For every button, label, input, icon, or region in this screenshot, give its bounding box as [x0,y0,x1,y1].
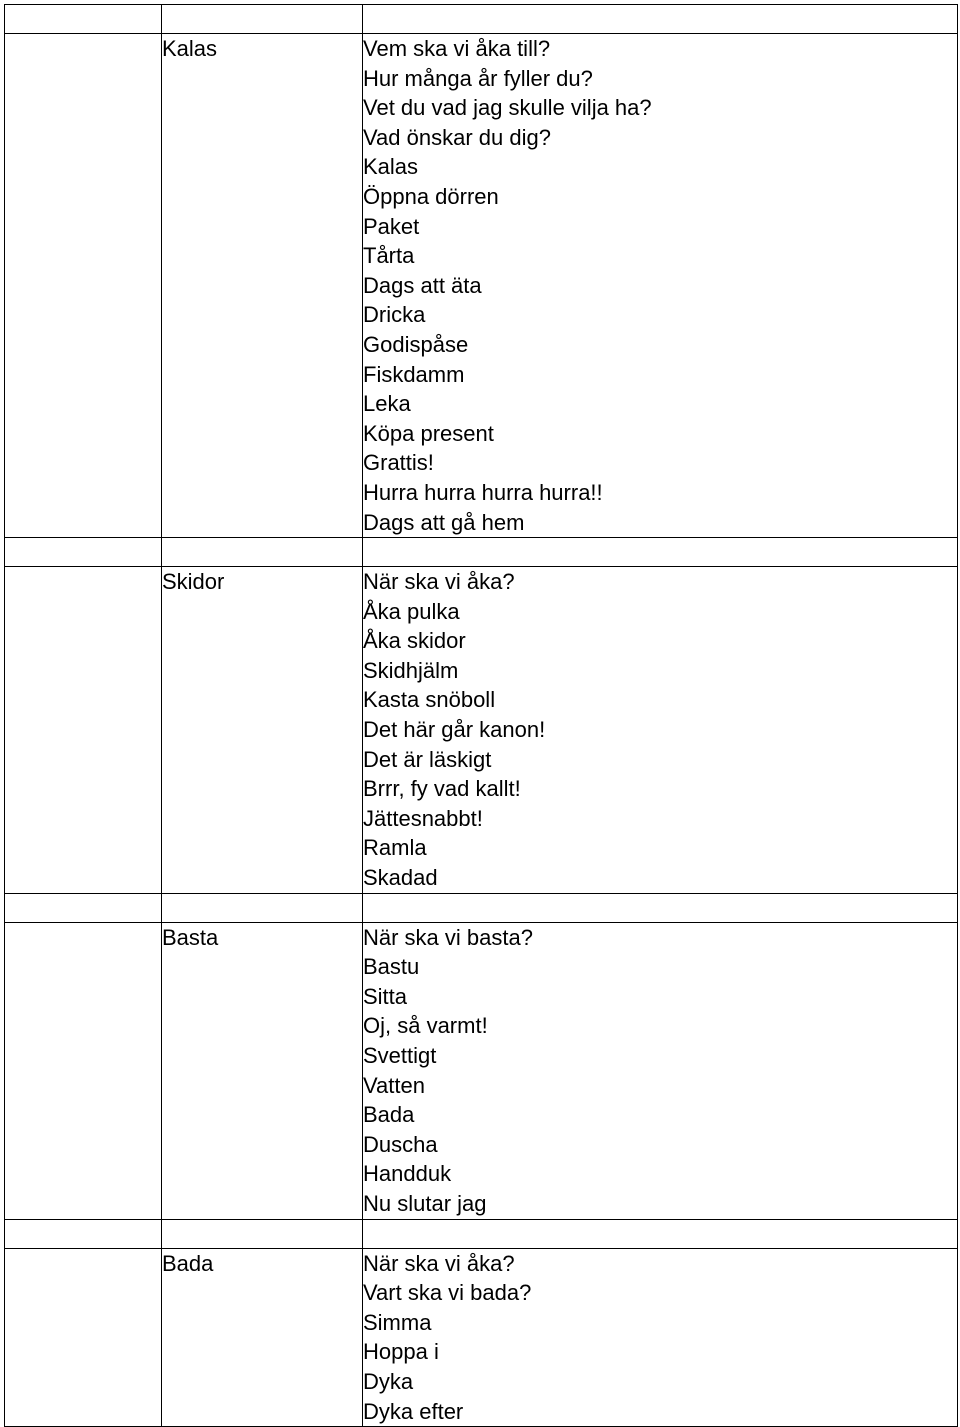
empty-cell [5,5,162,34]
phrase-table [4,4,958,1427]
phrase-line: Fiskdamm [363,361,465,387]
empty-cell [5,922,162,1219]
phrase-line: Duscha [363,1131,438,1157]
phrase-line: Vem ska vi åka till? [363,36,551,61]
spacer-row [5,5,958,34]
phrase-line: Hurra hurra hurra hurra!! [363,479,603,505]
phrase-line: Simma [363,1309,432,1335]
empty-cell [363,1219,958,1248]
section-row-skidor [5,567,958,894]
empty-cell [5,567,162,894]
phrase-line: Bada [363,1102,415,1128]
phrase-line: Vatten [363,1072,425,1098]
phrase-cell [363,34,958,538]
phrase-line: Dyka [363,1368,414,1394]
phrase-line: Dyka efter [363,1398,464,1424]
empty-cell [162,538,363,567]
empty-cell [162,893,363,922]
phrase-line: Kalas [363,154,419,180]
empty-cell [363,893,958,922]
empty-cell [5,538,162,567]
phrase-line: Åka pulka [363,598,460,624]
empty-cell [363,5,958,34]
topic-cell [162,567,363,894]
topic-cell [162,34,363,538]
phrase-line: Skadad [363,865,438,891]
phrase-line: Det här går kanon! [363,717,546,743]
phrase-line: Brrr, fy vad kallt! [363,776,521,802]
section-row-basta [5,922,958,1219]
phrase-line: Vet du vad jag skulle vilja ha? [363,95,652,121]
phrase-line: Grattis! [363,450,434,476]
topic-cell [162,922,363,1219]
phrase-cell [363,567,958,894]
phrase-line: Köpa present [363,420,494,446]
spacer-row [5,893,958,922]
topic-label: Bada [162,1250,214,1276]
phrase-line: När ska vi åka? [363,1250,515,1276]
phrase-line: Kasta snöboll [363,687,496,713]
phrase-line: Ramla [363,835,427,861]
phrase-line: Godispåse [363,331,469,357]
section-row-bada [5,1248,958,1427]
empty-cell [5,1219,162,1248]
phrase-line: Dags att äta [363,272,482,298]
empty-cell [5,893,162,922]
topic-label: Kalas [162,36,218,61]
phrase-line: Jättesnabbt! [363,805,483,831]
phrase-line: Hoppa i [363,1339,439,1365]
phrase-line: Bastu [363,954,420,980]
phrase-line: Sitta [363,983,408,1009]
topic-label: Basta [162,924,219,950]
phrase-line: Nu slutar jag [363,1190,487,1216]
empty-cell [162,1219,363,1248]
section-row-kalas [5,34,958,538]
phrase-line: Paket [363,213,420,239]
topic-label: Skidor [162,569,225,595]
phrase-line: Oj, så varmt! [363,1013,488,1039]
phrase-line: Tårta [363,243,415,269]
phrase-line: När ska vi basta? [363,924,533,950]
phrase-line: Skidhjälm [363,657,459,683]
phrase-line: Dricka [363,302,426,328]
phrase-line: Leka [363,391,411,417]
phrase-line: Vad önskar du dig? [363,124,551,150]
phrase-cell [363,922,958,1219]
spacer-row [5,538,958,567]
phrase-line: Vart ska vi bada? [363,1280,532,1306]
empty-cell [5,34,162,538]
spacer-row [5,1219,958,1248]
phrase-line: Hur många år fyller du? [363,65,593,91]
phrase-cell [363,1248,958,1427]
empty-cell [5,1248,162,1427]
phrase-line: Dags att gå hem [363,509,525,535]
phrase-line: När ska vi åka? [363,569,515,595]
topic-cell [162,1248,363,1427]
phrase-line: Svettigt [363,1043,437,1068]
phrase-line: Åka skidor [363,628,466,654]
phrase-line: Handduk [363,1161,452,1187]
empty-cell [363,538,958,567]
phrase-line: Det är läskigt [363,746,492,772]
empty-cell [162,5,363,34]
phrase-line: Öppna dörren [363,183,499,209]
